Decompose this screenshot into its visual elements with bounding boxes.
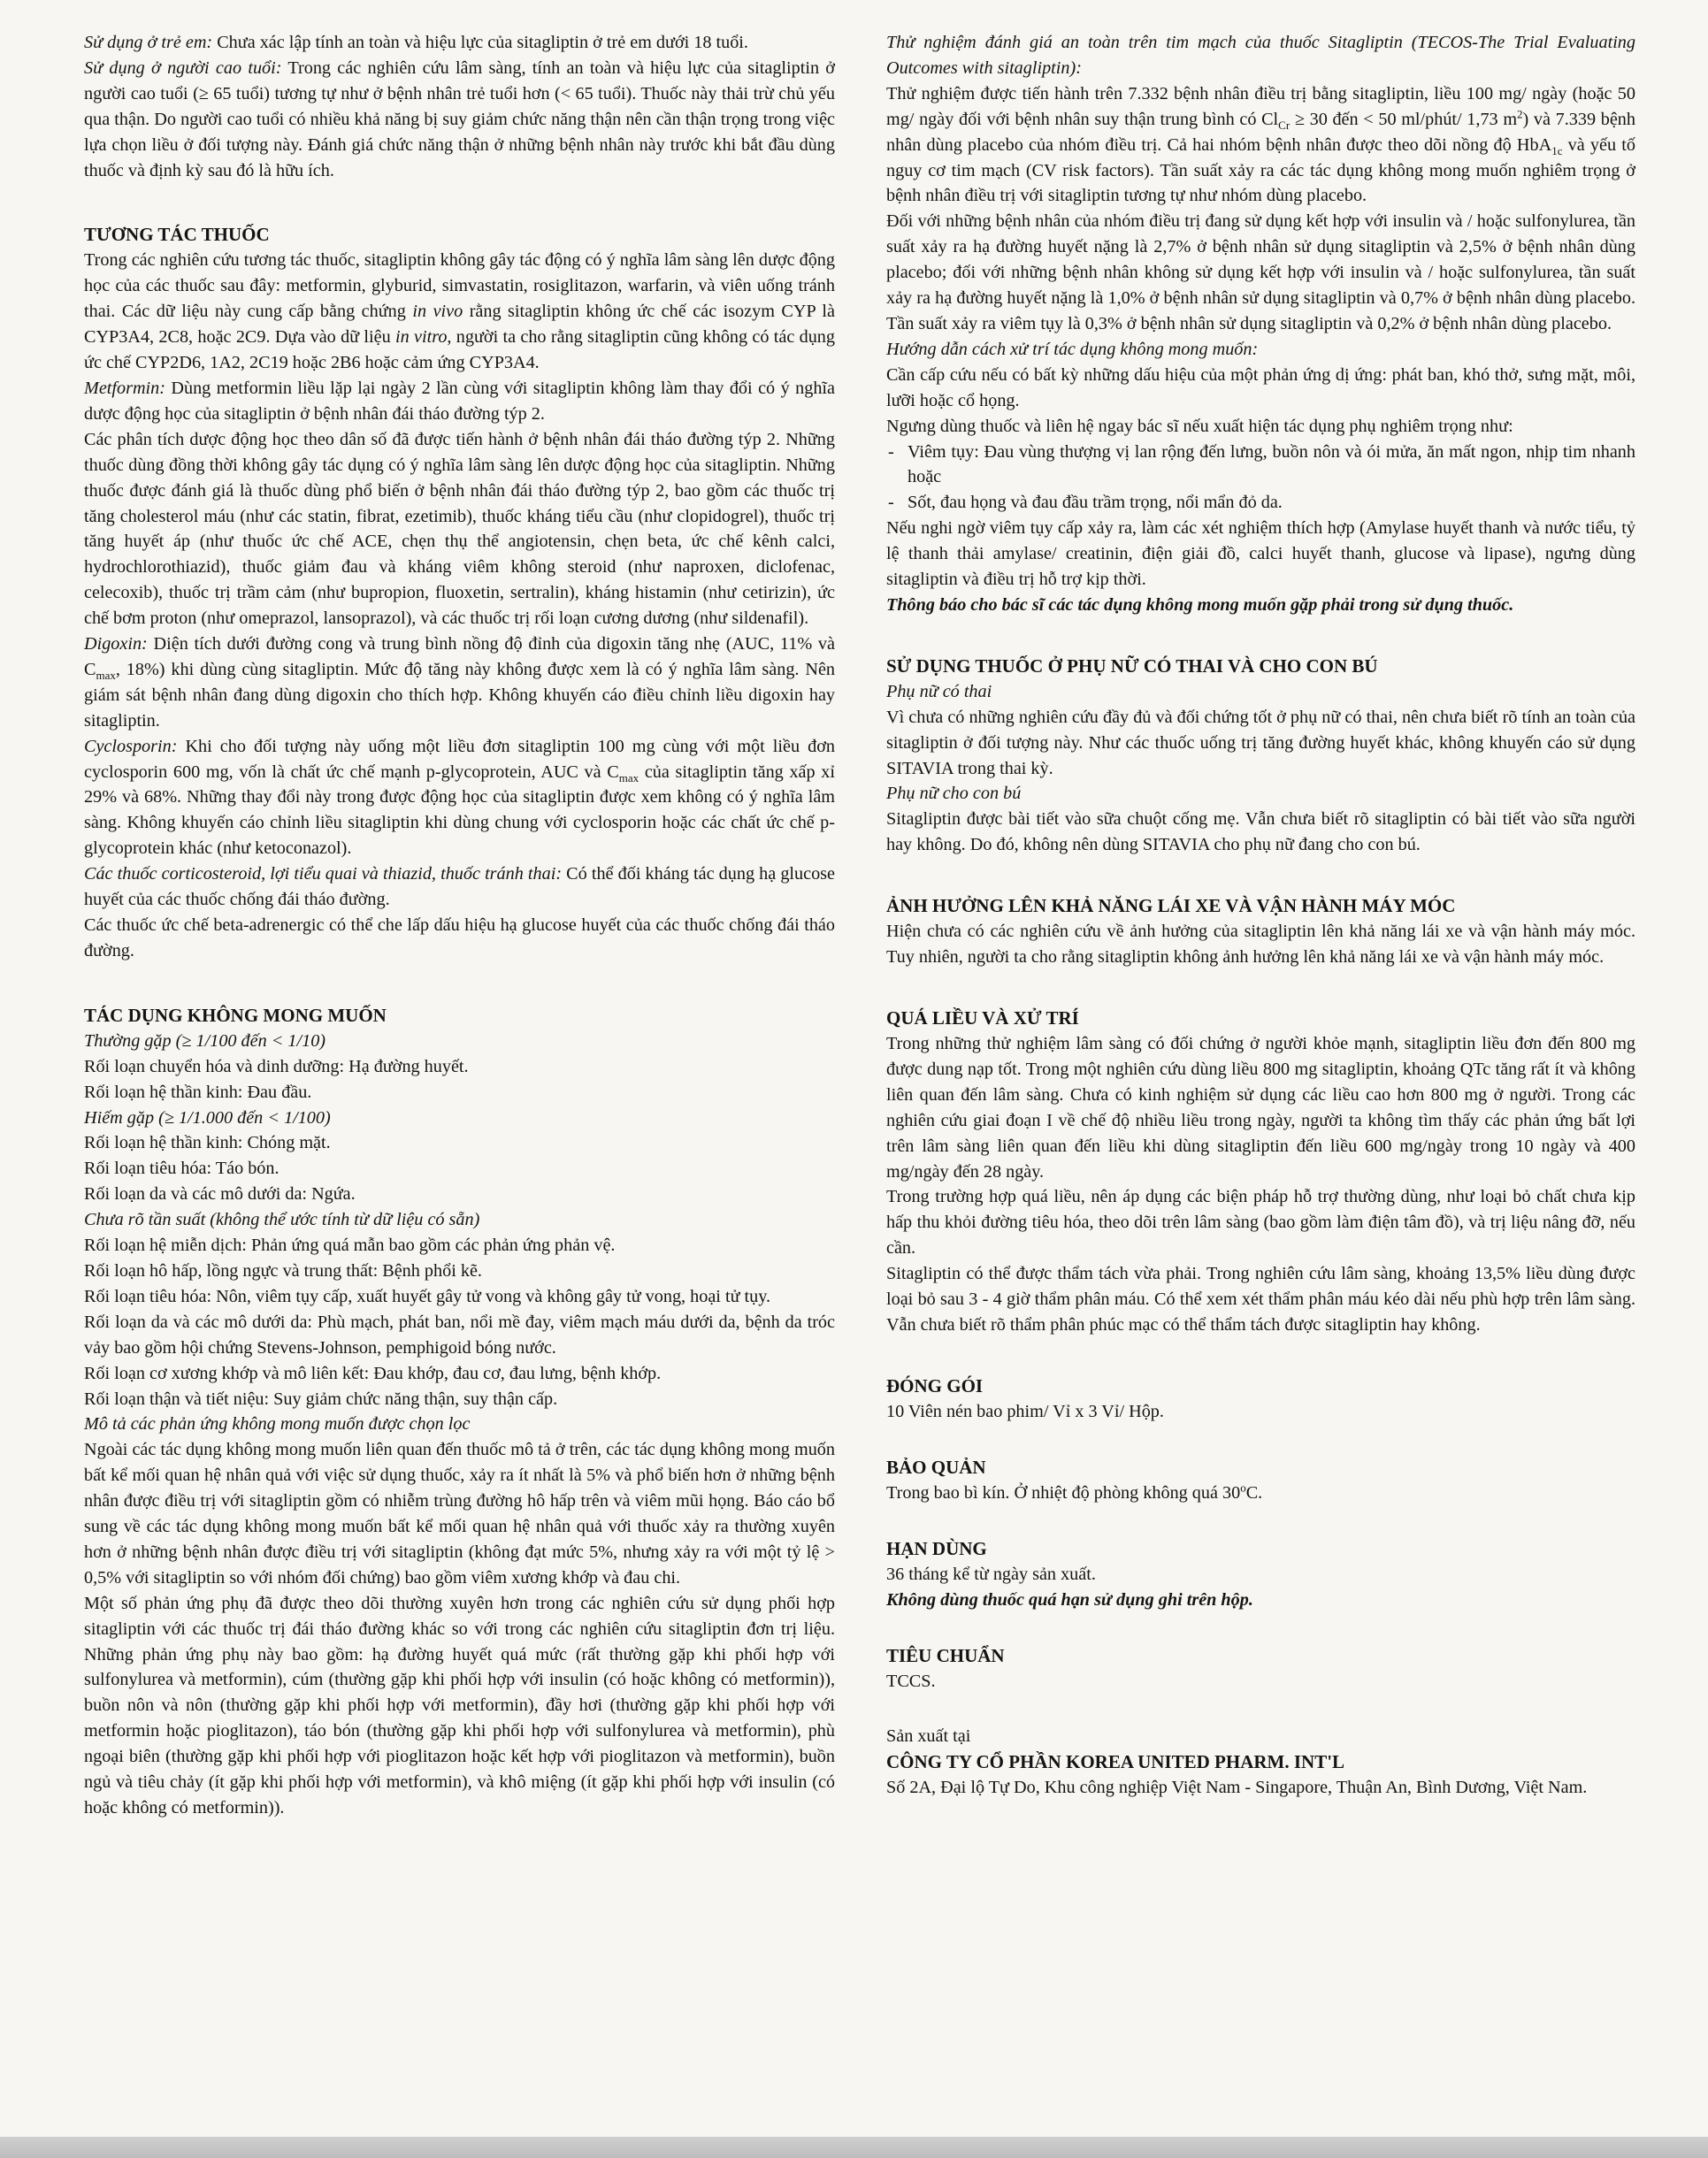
lactation-text: Sitagliptin được bài tiết vào sữa chuột cống mẹ. Vẫn chưa biết rõ sitagliptin có bài tiết vào sữa người hay không. Do đó, không nên dùng SITAVIA cho phụ nữ đang cho con bú. — [886, 809, 1635, 855]
storage-heading: BẢO QUẢN — [886, 1456, 986, 1478]
cyclosporin-text-a: Khi cho đối tượng này uống một liều đơn sitagliptin 100 mg cùng với một liều đơn cyclosporin 600 mg, vốn là chất ức chế mạnh p-glycoprotein, AUC và C — [84, 736, 835, 782]
hba1c-sub: 1c — [1551, 143, 1563, 157]
packing-text: 10 Viên nén bao phim/ Vỉ x 3 Vỉ/ Hộp. — [886, 1401, 1164, 1421]
children-use-text: Chưa xác lập tính an toàn và hiệu lực của sitagliptin ở trẻ em dưới 18 tuổi. — [212, 33, 748, 52]
corticosteroid-paragraph — [84, 861, 835, 913]
list-item: - Viêm tụy: Đau vùng thượng vị lan rộng đến lưng, buồn nôn và ói mửa, ăn mất ngon, nhịp tim nhanh hoặc — [886, 440, 1635, 491]
tecos-p1-d: và yếu tố nguy cơ tim mạch (CV risk factors). Tần suất xảy ra các tác dụng không mong muốn nghiêm trọng ở bệnh nhân điều trị với sitagliptin tương tự như nhóm dùng placebo. — [886, 134, 1635, 206]
metformin-label: Metformin: — [84, 378, 165, 398]
serious-effects-list — [886, 440, 1635, 517]
corticosteroid-text: Có thể đối kháng tác dụng hạ glucose huyết của các thuốc chống đái tháo đường. — [84, 864, 835, 910]
left-column — [84, 30, 835, 2158]
overdose-heading: QUÁ LIỀU VÀ XỬ TRÍ — [886, 1007, 1079, 1029]
handling-p2: Ngưng dùng thuốc và liên hệ ngay bác sĩ nếu xuất hiện tác dụng phụ nghiêm trọng như: — [886, 416, 1513, 436]
children-use-label: Sử dụng ở trẻ em: — [84, 33, 213, 52]
tecos-p1-a: Thử nghiệm được tiến hành trên 7.332 bệnh nhân điều trị bằng sitagliptin, liều 100 mg/ ngày (hoặc 50 mg/ ngày đối với bệnh nhân suy thận trung bình có Cl — [886, 83, 1635, 129]
right-column — [886, 30, 1635, 2158]
degree-sup: o — [1240, 1481, 1246, 1495]
rare-item: Rối loạn tiêu hóa: Táo bón. — [84, 1159, 280, 1179]
handling-label: Hướng dẫn cách xử trí tác dụng không mong muốn: — [886, 339, 1259, 359]
unknown-item: Rối loạn thận và tiết niệu: Suy giảm chức năng thận, suy thận cấp. — [84, 1389, 558, 1409]
standard-heading: TIÊU CHUẨN — [886, 1644, 1005, 1666]
selected-reactions-p1: Ngoài các tác dụng không mong muốn liên quan đến thuốc mô tả ở trên, các tác dụng không mong muốn bất kể mối quan hệ nhân quả với việc sử dụng thuốc, xảy ra ít nhất là 5% và phổ biến hơn ở những bệnh nhân được điều trị với sitagliptin gồm có nhiễm trùng đường hô hấp trên và viêm mũi họng. Báo cáo bổ sung về các tác dụng không mong muốn bất kể mối quan hệ nhân quả với thuốc xảy ra thường xuyên hơn ở những bệnh nhân được điều trị với sitagliptin (không đạt mức 5%, nhưng xảy ra với một tỷ lệ > 0,5% với sitagliptin so với nhóm đối chứng) bao gồm viêm xương khớp và đau chi. — [84, 1440, 835, 1588]
elderly-use-text: Trong các nghiên cứu lâm sàng, tính an toàn và hiệu lực của sitagliptin ở người cao tuổi (≥ 65 tuổi) tương tự như ở bệnh nhân trẻ tuổi hơn (< 65 tuổi). Thuốc này thải trừ chủ yếu qua thận. Do người cao tuổi có nhiều khả năng bị suy giảm chức năng thận nên cần thận trọng trong việc lựa chọn liều ở đối tượng này. Đánh giá chức năng thận ở những bệnh nhân này trước khi bắt đầu dùng thuốc và định kỳ sau đó là hữu ích. — [84, 57, 835, 180]
corticosteroid-label: Các thuốc corticosteroid, lợi tiểu quai và thiazid, thuốc tránh thai: — [84, 864, 563, 884]
common-item: Rối loạn hệ thần kinh: Đau đầu. — [84, 1082, 312, 1102]
interactions-intro-a: Trong các nghiên cứu tương tác thuốc, sitagliptin không gây tác động có ý nghĩa lâm sàng lên dược động học của các thuốc sau đây: metformin, glyburid, simvastatin, rosiglitazon, warfarin, và viên uống tránh thai. Các dữ liệu này cung cấp bằng chứng — [84, 250, 835, 322]
unknown-item: Rối loạn hệ miễn dịch: Phản ứng quá mẫn bao gồm các phản ứng phản vệ. — [84, 1236, 616, 1256]
digoxin-cmax-sub: max — [96, 668, 116, 682]
cyclosporin-label: Cyclosporin: — [84, 736, 178, 756]
handling-p3: Nếu nghi ngờ viêm tụy cấp xảy ra, làm các xét nghiệm thích hợp (Amylase huyết thanh và nước tiểu, tỷ lệ thanh thải amylase/ creatinin, điện giải đồ, calci huyết thanh, glucose và lipase), ngưng dùng sitagliptin và điều trị hỗ trợ kịp thời. — [886, 518, 1635, 590]
manufacturer-label: Sản xuất tại — [886, 1726, 971, 1747]
storage-text-a: Trong bao bì kín. Ở nhiệt độ phòng không quá 30 — [886, 1482, 1241, 1503]
digoxin-label: Digoxin: — [84, 634, 148, 654]
children-use — [84, 30, 835, 56]
tecos-label: Thử nghiệm đánh giá an toàn trên tim mạch của thuốc Sitagliptin (TECOS-The Trial Evaluating Outcomes with sitagliptin): — [886, 33, 1635, 78]
common-frequency-label: Thường gặp (≥ 1/100 đến < 1/10) — [84, 1030, 326, 1051]
unknown-item: Rối loạn tiêu hóa: Nôn, viêm tụy cấp, xuất huyết gây tử vong và không gây tử vong, hoại tử tụy. — [84, 1286, 771, 1306]
unknown-item: Rối loạn hô hấp, lồng ngực và trung thất: Bệnh phổi kẽ. — [84, 1260, 482, 1281]
clcr-sub: Cr — [1278, 118, 1291, 132]
cyclosporin-text-b: của sitagliptin tăng xấp xỉ 29% và 68%. Những thay đổi này trong được động học của sitagliptin được xem không có ý nghĩa lâm sàng. Không khuyến cáo chỉnh liều sitagliptin khi dùng chung với cyclosporin hoặc các chất ức chế p-glycoprotein khác (như ketoconazol). — [84, 761, 835, 859]
unknown-item: Rối loạn cơ xương khớp và mô liên kết: Đau khớp, đau cơ, đau lưng, bệnh khớp. — [84, 1363, 662, 1383]
driving-heading: ẢNH HƯỞNG LÊN KHẢ NĂNG LÁI XE VÀ VẬN HÀNH MÁY MÓC — [886, 895, 1456, 917]
pregnant-label: Phụ nữ có thai — [886, 681, 992, 701]
overdose-p3: Sitagliptin có thể được thẩm tách vừa phải. Trong nghiên cứu lâm sàng, khoảng 13,5% liều dùng được loại bỏ sau 3 - 4 giờ thẩm phân máu. Có thể xem xét thẩm phân máu kéo dài nếu phù hợp trên lâm sàng. Vẫn chưa biết rõ thẩm phân phúc mạc có thể thẩm tách được sitagliptin hay không. — [886, 1264, 1635, 1335]
metformin-paragraph — [84, 376, 835, 427]
common-item: Rối loạn chuyển hóa và dinh dưỡng: Hạ đường huyết. — [84, 1056, 469, 1076]
digoxin-text-b: , 18%) khi dùng cùng sitagliptin. Mức độ tăng này không được xem là có ý nghĩa lâm sàng. Nên giám sát bệnh nhân đang dùng digoxin cho thích hợp. Không khuyến cáo điều chỉnh liều digoxin hay sitagliptin. — [84, 659, 835, 731]
selected-reactions-p2: Một số phản ứng phụ đã được theo dõi thường xuyên hơn trong các nghiên cứu sử dụng phối hợp sitagliptin với các thuốc trị đái tháo đường khác so với trong các nghiên cứu sitagliptin đơn trị liệu. Những phản ứng phụ này bao gồm: hạ đường huyết quá mức (rất thường gặp khi phối hợp với sulfonylurea và metformin), cúm (thường gặp khi phối hợp với insulin (có hoặc không có metformin)), buồn nôn và nôn (thường gặp khi phối hợp với metformin), đầy hơi (thường gặp khi phối hợp với metformin hoặc pioglitazon), táo bón (thường gặp khi phối hợp với sulfonylurea và metformin), phù ngoại biên (thường gặp khi phối hợp với pioglitazon hoặc kết hợp với pioglitazon và metformin), buồn ngủ và tiêu chảy (ít gặp khi phối hợp với metformin), và khô miệng (ít gặp khi phối hợp với insulin (có hoặc không có metformin)). — [84, 1593, 835, 1817]
metformin-text: Dùng metformin liều lặp lại ngày 2 lần cùng với sitagliptin không làm thay đổi có ý nghĩa dược động học của sitagliptin ở bệnh nhân đái tháo đường týp 2. — [84, 378, 835, 424]
overdose-p2: Trong trường hợp quá liều, nên áp dụng các biện pháp hỗ trợ thường dùng, như loại bỏ chất chưa kịp hấp thu khỏi đường tiêu hóa, theo dõi trên lâm sàng (bao gồm làm điện tâm đồ), và trị liệu nâng đỡ, nếu cần. — [886, 1187, 1635, 1259]
manufacturer-address: Số 2A, Đại lộ Tự Do, Khu công nghiệp Việt Nam - Singapore, Thuận An, Bình Dương, Việt Nam. — [886, 1778, 1588, 1798]
in-vitro-term: in vitro — [395, 327, 448, 348]
cyclosporin-paragraph — [84, 734, 835, 862]
doctor-notice: Thông báo cho bác sĩ các tác dụng không mong muốn gặp phải trong sử dụng thuốc. — [886, 594, 1514, 615]
expiry-heading: HẠN DÙNG — [886, 1537, 987, 1559]
driving-text: Hiện chưa có các nghiên cứu về ảnh hưởng của sitagliptin lên khả năng lái xe và vận hành máy móc. Tuy nhiên, người ta cho rằng sitagliptin không ảnh hưởng lên khả năng lái xe và vận hành máy móc. — [886, 922, 1635, 968]
interactions-intro-c: , người ta cho rằng sitagliptin cũng không có tác dụng ức chế CYP2D6, 1A2, 2C19 hoặc 2B6 hoặc cảm ứng CYP3A4. — [84, 327, 835, 373]
digoxin-text-a: Diện tích dưới đường cong và trung bình nồng độ đỉnh của digoxin tăng nhẹ (AUC, 11% và C — [84, 634, 835, 679]
rare-item: Rối loạn hệ thần kinh: Chóng mặt. — [84, 1133, 331, 1153]
packing-heading: ĐÓNG GÓI — [886, 1374, 984, 1397]
tecos-p1 — [886, 81, 1635, 210]
pk-analysis-paragraph: Các phân tích dược động học theo dân số đã được tiến hành ở bệnh nhân đái tháo đường týp 2. Những thuốc dùng đồng thời không gây tác dụng có ý nghĩa lâm sàng lên dược động học của sitagliptin. Những thuốc được đánh giá là thuốc dùng phổ biến ở bệnh nhân đái tháo đường týp 2, bao gồm các thuốc trị tăng cholesterol máu (như các statin, fibrat, ezetimib), thuốc kháng tiểu cầu (như clopidogrel), thuốc trị tăng huyết áp (như thuốc ức chế ACE, chẹn thụ thể angiotensin, chẹn beta, ức chế kênh calci, hydrochlorothiazid), thuốc giảm đau và kháng viêm không steroid (như naproxen, diclofenac, celecoxib), thuốc trị trầm cảm (như bupropion, fluoxetin, sertralin), kháng histamin (như cetirizin), ức chế bơm proton (như omeprazol, lansoprazol), và các thuốc trị rối loạn cương dương (như sildenafil). — [84, 429, 835, 629]
interactions-heading: TƯƠNG TÁC THUỐC — [84, 224, 270, 246]
rare-frequency-label: Hiếm gặp (≥ 1/1.000 đến < 1/100) — [84, 1107, 331, 1128]
expiry-text: 36 tháng kể từ ngày sản xuất. — [886, 1564, 1096, 1584]
digoxin-paragraph — [84, 631, 835, 734]
pregnant-text: Vì chưa có những nghiên cứu đầy đủ và đối chứng tốt ở phụ nữ có thai, nên chưa biết rõ tính an toàn của sitagliptin ở đối tượng này. Như các thuốc uống trị tăng đường huyết khác, không khuyến cáo sử dụng SITAVIA trong thai kỳ. — [886, 707, 1635, 778]
handling-p1: Cần cấp cứu nếu có bất kỳ những dấu hiệu của một phản ứng dị ứng: phát ban, khó thở, sưng mặt, môi, lưỡi hoặc cổ họng. — [886, 364, 1635, 410]
storage-text — [886, 1481, 1635, 1506]
tecos-p2: Đối với những bệnh nhân của nhóm điều trị đang sử dụng kết hợp với insulin và / hoặc sulfonylurea, tần suất xảy ra hạ đường huyết nặng là 2,7% ở bệnh nhân sử dụng sitagliptin và 2,5% ở bệnh nhân dùng placebo; đối với những bệnh nhân không sử dụng kết hợp với insulin và / hoặc sulfonylurea, tần suất xảy ra hạ đường huyết nặng là 1,0% ở bệnh nhân sử dụng sitagliptin và 0,7% ở bệnh nhân dùng placebo. Tần suất xảy ra viêm tụy là 0,3% ở bệnh nhân sử dụng sitagliptin và 0,2% ở bệnh nhân dùng placebo. — [886, 211, 1635, 333]
list-item: - Sốt, đau họng và đau đầu trầm trọng, nổi mẩn đỏ da. — [886, 490, 1635, 516]
interactions-intro — [84, 248, 835, 376]
tecos-p1-c: ) và 7.339 bệnh nhân dùng placebo của nhóm điều trị. Cả hai nhóm bệnh nhân được theo dõi nồng độ HbA — [886, 109, 1635, 155]
selected-reactions-label: Mô tả các phản ứng không mong muốn được chọn lọc — [84, 1414, 471, 1435]
in-vivo-term: in vivo — [412, 302, 463, 322]
pregnancy-heading: SỬ DỤNG THUỐC Ở PHỤ NỮ CÓ THAI VÀ CHO CON BÚ — [886, 654, 1378, 677]
standard-text: TCCS. — [886, 1671, 936, 1691]
overdose-p1: Trong những thử nghiệm lâm sàng có đối chứng ở người khỏe mạnh, sitagliptin liều đơn đến 800 mg được dung nạp tốt. Trong một nghiên cứu dùng liều 800 mg sitagliptin, khoảng QTc tăng rất ít và không liên quan đến lâm sàng. Chưa có kinh nghiệm sử dụng các liều cao hơn 800 mg ở người. Trong các nghiên cứu giai đoạn I về chế độ nhiều liều trong ngày, người ta không tìm thấy các phản ứng bất lợi trên lâm sàng liên quan đến liều khi dùng sitagliptin đến liều 600 mg/ngày trong 10 ngày và 400 mg/ngày đến 28 ngày. — [886, 1034, 1635, 1182]
lactation-label: Phụ nữ cho con bú — [886, 784, 1022, 804]
m2-sup: 2 — [1517, 106, 1523, 120]
unknown-frequency-label: Chưa rõ tần suất (không thể ước tính từ dữ liệu có sẵn) — [84, 1210, 480, 1230]
elderly-use — [84, 56, 835, 184]
unknown-item: Rối loạn da và các mô dưới da: Phù mạch, phát ban, nổi mề đay, viêm mạch máu dưới da, bệnh da tróc vảy bao gồm hội chứng Stevens-Johnson, pemphigoid bóng nước. — [84, 1312, 835, 1358]
expiry-warning: Không dùng thuốc quá hạn sử dụng ghi trên hộp. — [886, 1589, 1253, 1610]
cyclosporin-cmax-sub: max — [618, 770, 640, 784]
storage-text-b: C. — [1245, 1482, 1263, 1503]
interactions-intro-b: rằng sitagliptin không ức chế các isozym CYP là CYP3A4, 2C8, hoặc 2C9. Dựa vào dữ liệu — [84, 302, 835, 348]
beta-blocker-paragraph: Các thuốc ức chế beta-adrenergic có thể che lấp dấu hiệu hạ glucose huyết của các thuốc chống đái tháo đường. — [84, 915, 835, 960]
manufacturer-name: CÔNG TY CỔ PHẦN KOREA UNITED PHARM. INT'L — [886, 1751, 1345, 1773]
adverse-heading: TÁC DỤNG KHÔNG MONG MUỐN — [84, 1004, 387, 1026]
tecos-p1-b: ≥ 30 đến < 50 ml/phút/ 1,73 m — [1290, 109, 1518, 129]
elderly-use-label: Sử dụng ở người cao tuổi: — [84, 57, 282, 78]
rare-item: Rối loạn da và các mô dưới da: Ngứa. — [84, 1184, 356, 1205]
